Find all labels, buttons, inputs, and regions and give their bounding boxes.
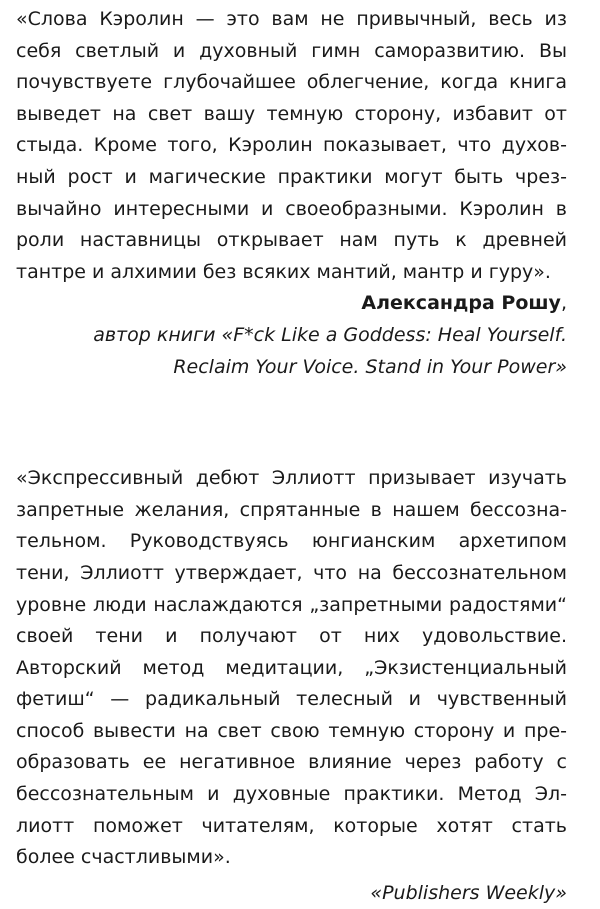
review-2-source: «Publishers Weekly» bbox=[370, 881, 567, 904]
review-1 bbox=[16, 0, 567, 383]
review-1-author bbox=[16, 288, 567, 320]
review-1-attribution-line-2: Reclaim Your Voice. Stand in Your Power» bbox=[173, 355, 567, 378]
review-1-quote: «Слова Кэролин — это вам не привычный, весь из себя светлый и духовный гимн саморазвитию. Вы почувствуете глубочайшее облегчение, когда книга выведет на свет вашу темную сторону, избавит от стыда. Кроме того, Кэролин показывает, что духовный рост и магические практики могут быть чрезвычайно интересными и своеобразными. Кэролин в роли наставницы открывает нам путь к древней тантре и алхимии без всяких мантий, мантр и гуру». bbox=[16, 8, 567, 283]
review-1-attribution-line-1: автор книги «F*ck Like a Goddess: Heal Yourself. bbox=[93, 323, 567, 346]
review-2-quote: «Экспрессивный дебют Эллиотт призывает изучать запретные желания, спрятанные в нашем бессознательном. Руководствуясь юнгианским архетипом тени, Эллиотт утверждает, что на бессознательном уровне люди наслаждаются „запретными радостями“ своей тени и получают от них удовольствие. Авторский метод медитации, „Экзистенциальный фетиш“ — радикальный телесный и чувственный способ вывести на свет свою темную сторону и преобразовать ее негативное влияние через работу с бессознательным и духовные практики. Метод Эллиотт поможет читателям, которые хотят стать более счастливыми». bbox=[16, 467, 567, 869]
review-1-author-separator: , bbox=[560, 292, 567, 315]
review-1-author-name: Александра Рошу bbox=[361, 292, 561, 315]
review-2 bbox=[16, 463, 567, 909]
